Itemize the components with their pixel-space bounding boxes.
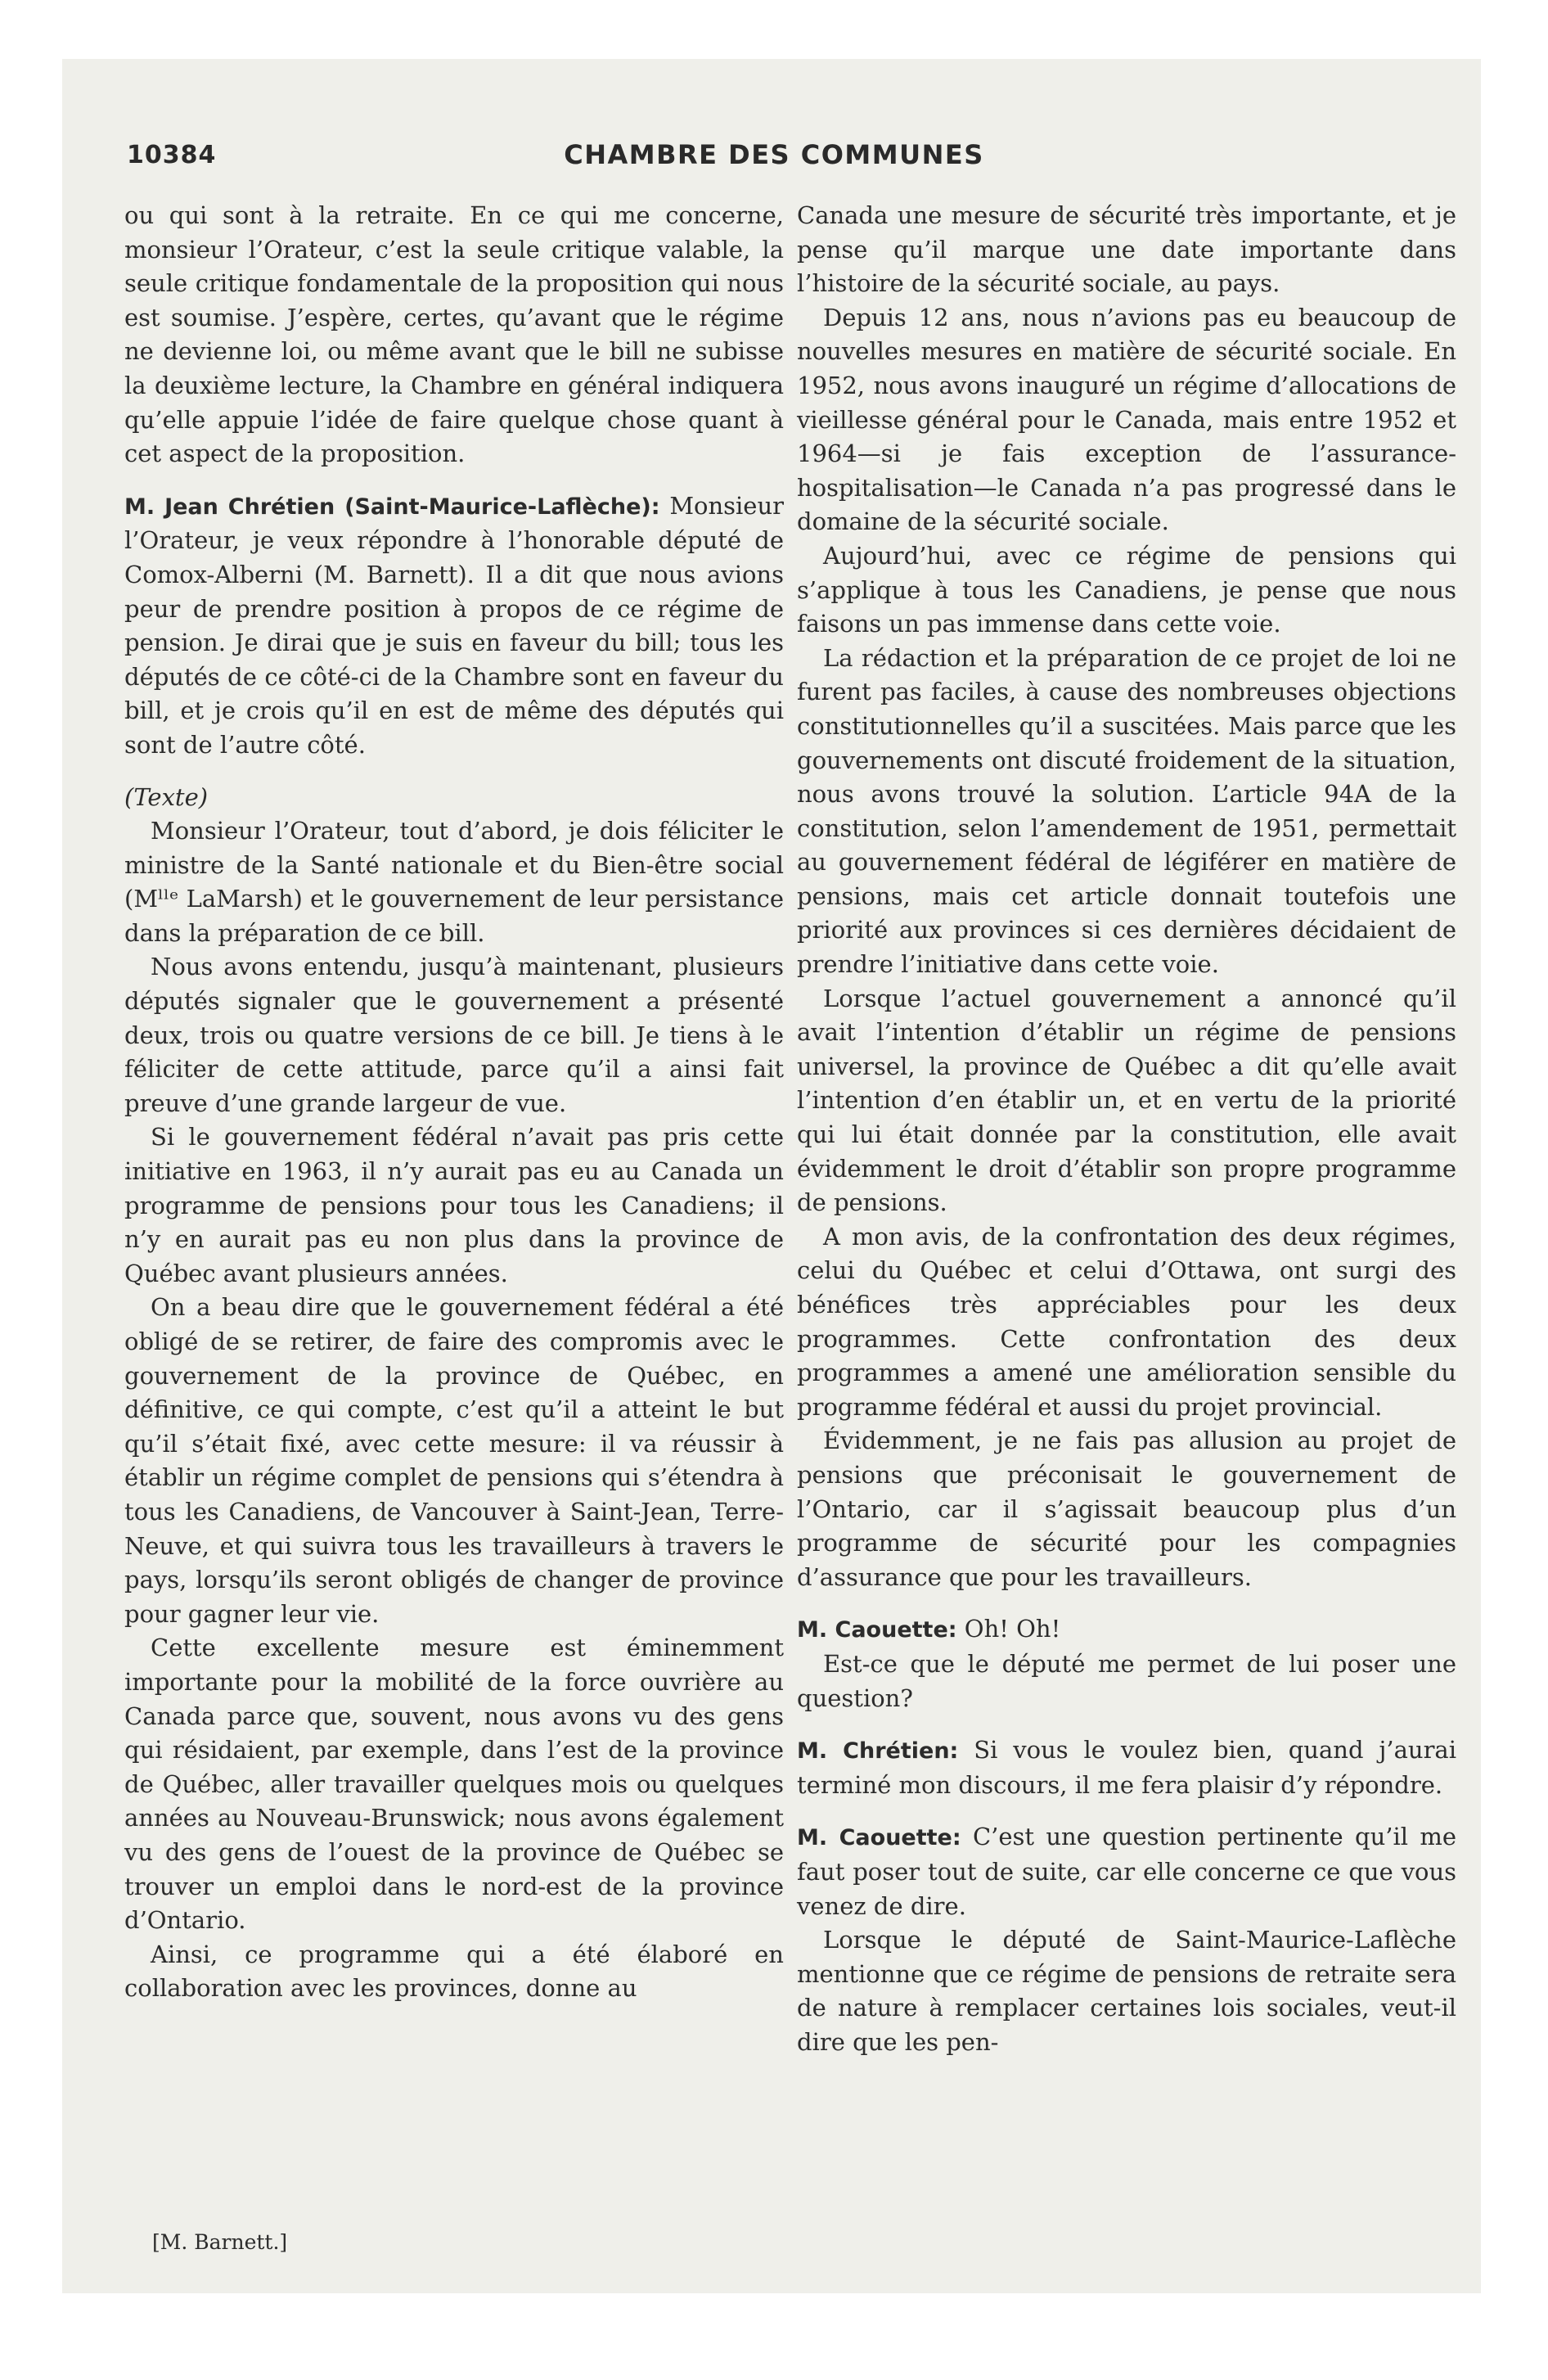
speaker-name: M. Jean Chrétien (Saint-Maurice-Laflèche): (124, 494, 660, 520)
right-column (797, 199, 1456, 2059)
paragraph: Ainsi, ce programme qui a été élaboré en collaboration avec les provinces, donne au (124, 1940, 784, 2003)
speech-jean-chretien (124, 489, 784, 763)
paragraph: La rédaction et la préparation de ce projet de loi ne furent pas faciles, à cause des nombreuses objections constitutionnelles qu’il a suscitées. Mais parce que les gouvernements ont discuté froidement de la situation, nous avons trouvé la solution. L’article 94A de la constitution, selon l’amendement de 1951, permettait au gouvernement fédéral de légiférer en matière de pensions, mais cet article donnait toutefois une priorité aux provinces si ces dernières décidaient de prendre l’initiative dans cette voie. (797, 643, 1456, 979)
paragraph: Est-ce que le député me permet de lui poser une question? (797, 1649, 1456, 1712)
language-note: (Texte) (124, 782, 209, 811)
speaker-name: M. Caouette: (797, 1825, 961, 1851)
paragraph: Depuis 12 ans, nous n’avions pas eu beaucoup de nouvelles mesures en matière de sécurité sociale. En 1952, nous avons inauguré un régime d’allocations de vieillesse général pour le Canada, mais entre 1952 et 1964—si je fais exception de l’assurance-hospitalisation—le Canada n’a pas progressé dans le domaine de la sécurité sociale. (797, 303, 1456, 536)
speech-text: Si vous le voulez bien, quand j’aurai terminé mon discours, il me fera plaisir d’y répondre. (797, 1736, 1456, 1799)
paragraph: A mon avis, de la confrontation des deux régimes, celui du Québec et celui d’Ottawa, ont surgi des bénéfices très appréciables pour les deux programmes. Cette confrontation des deux programmes a amené une amélioration sensible du programme fédéral et aussi du projet provincial. (797, 1222, 1456, 1421)
paragraph: Aujourd’hui, avec ce régime de pensions qui s’applique à tous les Canadiens, je pense que nous faisons un pas immense dans cette voie. (797, 541, 1456, 638)
speaker-reference-note: [M. Barnett.] (152, 2230, 288, 2254)
paragraph: Canada une mesure de sécurité très importante, et je pense qu’il marque une date importante dans l’histoire de la sécurité sociale, au pays. (797, 201, 1456, 298)
paragraph: Nous avons entendu, jusqu’à maintenant, plusieurs députés signaler que le gouvernement a présenté deux, trois ou quatre versions de ce bill. Je tiens à le féliciter de cette attitude, parce qu’il a ainsi fait preuve d’une grande largeur de vue. (124, 953, 784, 1117)
paragraph: Lorsque le député de Saint-Maurice-Laflèche mentionne que ce régime de pensions de retraite sera de nature à remplacer certaines lois sociales, veut-il dire que les pen- (797, 1926, 1456, 2056)
running-title: CHAMBRE DES COMMUNES (564, 139, 984, 170)
left-column (124, 199, 784, 2006)
paragraph: Cette excellente mesure est éminemment importante pour la mobilité de la force ouvrière au Canada parce que, souvent, nous avons vu des gens qui résidaient, par exemple, dans l’est de la province de Québec, aller travailler quelques mois ou quelques années au Nouveau-Brunswick; nous avons également vu des gens de l’ouest de la province de Québec se trouver un emploi dans le nord-est de la province d’Ontario. (124, 1634, 784, 1935)
speech-caouette (797, 1612, 1456, 1648)
paragraph: ou qui sont à la retraite. En ce qui me concerne, monsieur l’Orateur, c’est la seule critique valable, la seule critique fondamentale de la proposition qui nous est soumise. J’espère, certes, qu’avant que le régime ne devienne loi, ou même avant que le bill ne subisse la deuxième lecture, la Chambre en général indiquera qu’elle appuie l’idée de faire quelque chose quant à cet aspect de la proposition. (124, 201, 784, 468)
paragraph: Monsieur l’Orateur, tout d’abord, je dois féliciter le ministre de la Santé nationale et du Bien-être social (Mˡˡᵉ LaMarsh) et le gouvernement de leur persistance dans la préparation de ce bill. (124, 817, 784, 947)
paragraph: Si le gouvernement fédéral n’avait pas pris cette initiative en 1963, il n’y aurait pas eu au Canada un programme de pensions pour tous les Canadiens; il n’y en aurait pas eu non plus dans la province de Québec avant plusieurs années. (124, 1123, 784, 1287)
speaker-name: M. Caouette: (797, 1617, 957, 1643)
speech-text: Monsieur l’Orateur, je veux répondre à l’honorable député de Comox-Alberni (M. Barnett). Il a dit que nous avions peur de prendre position à propos de ce régime de pension. Je dirai que je suis en faveur du bill; tous les députés de ce côté-ci de la Chambre sont en faveur du bill, et je crois qu’il en est de même des députés qui sont de l’autre côté. (124, 491, 785, 759)
speaker-name: M. Chrétien: (797, 1738, 959, 1765)
page-number: 10384 (127, 141, 217, 169)
paragraph: Évidemment, je ne fais pas allusion au projet de pensions que préconisait le gouvernement de l’Ontario, car il s’agissait beaucoup plus d’un programme de sécurité pour les compagnies d’assurance que pour les travailleurs. (797, 1427, 1456, 1591)
paragraph: On a beau dire que le gouvernement fédéral a été obligé de se retirer, de faire des compromis avec le gouvernement de la province de Québec, en définitive, ce qui compte, c’est qu’il a atteint le but qu’il s’était fixé, avec cette mesure: il va réussir à établir un régime complet de pensions qui s’étendra à tous les Canadiens, de Vancouver à Saint-Jean, Terre-Neuve, et qui suivra tous les travailleurs à travers le pays, lorsqu’ils seront obligés de changer de province pour gagner leur vie. (124, 1293, 784, 1628)
paragraph: Lorsque l’actuel gouvernement a annoncé qu’il avait l’intention d’établir un régime de pensions universel, la province de Québec a dit qu’elle avait l’intention d’en établir un, et en vertu de la priorité qui lui était donnée par la constitution, elle avait évidemment le droit d’établir son propre programme de pensions. (797, 984, 1456, 1217)
speech-text: C’est une question pertinente qu’il me faut poser tout de suite, car elle concerne ce que vous venez de dire. (797, 1823, 1456, 1920)
speech-caouette (797, 1820, 1456, 1923)
speech-text: Oh! Oh! (964, 1615, 1061, 1643)
speech-chretien (797, 1733, 1456, 1802)
